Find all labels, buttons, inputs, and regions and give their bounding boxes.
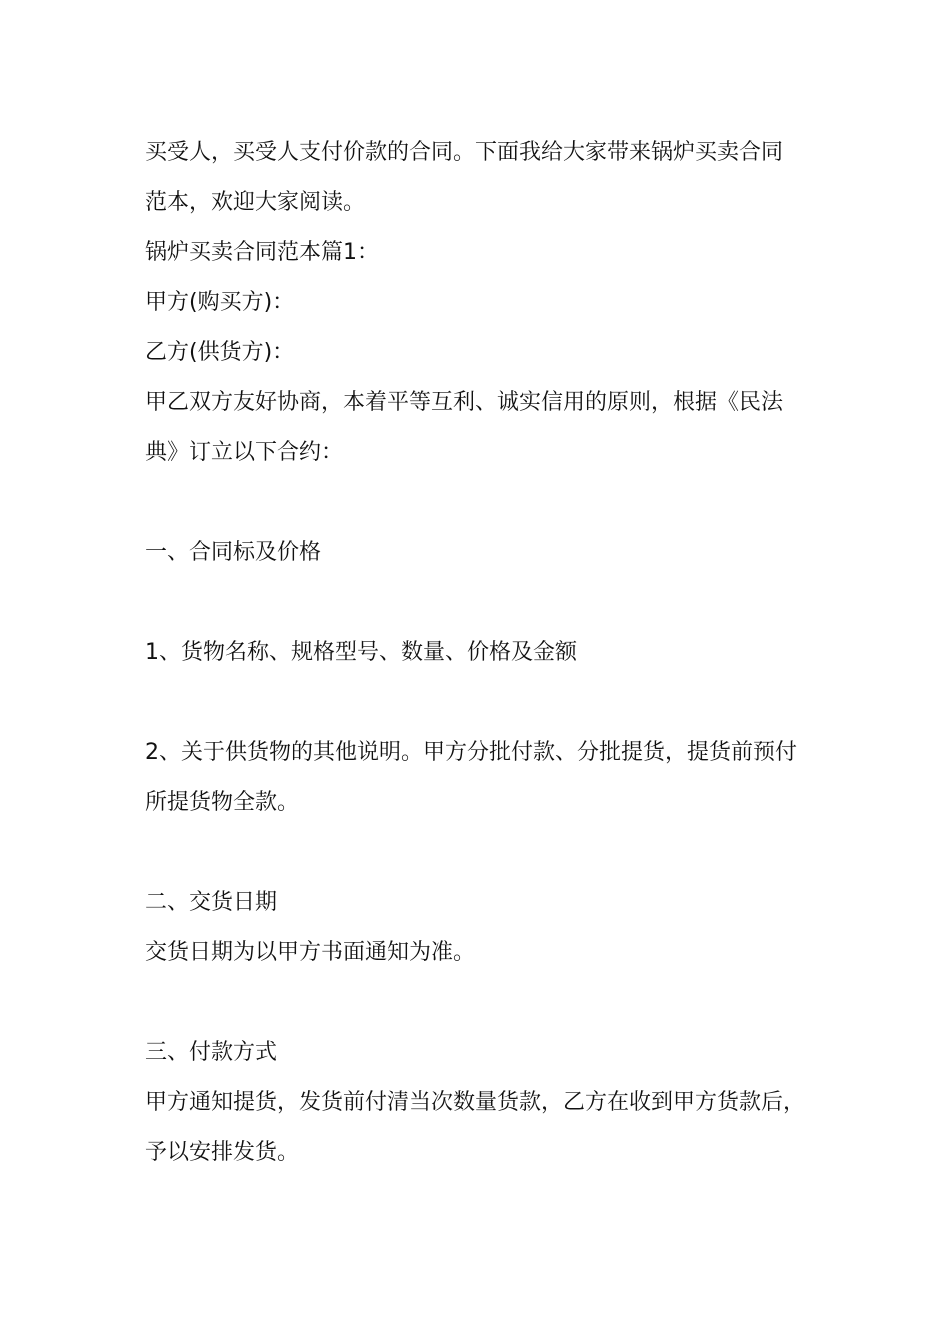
spacer [145,828,825,878]
spacer [145,978,825,1028]
document-body [145,128,825,1178]
spacer [145,578,825,628]
spacer [145,678,825,728]
spacer [145,478,825,528]
intro-line-1: 买受人，买受人支付价款的合同。下面我给大家带来锅炉买卖合同 [145,140,784,165]
intro-line-2: 范本，欢迎大家阅读。 [145,190,366,215]
section-2-heading: 二、交货日期 [145,890,278,915]
section-3-body-line-1: 甲方通知提货，发货前付清当次数量货款，乙方在收到甲方货款后， [145,1090,806,1115]
contract-heading: 锅炉买卖合同范本篇1： [145,240,379,265]
section-1-heading: 一、合同标及价格 [145,540,322,565]
section-3-heading: 三、付款方式 [145,1040,278,1065]
party-b-label: 乙方(供货方)： [145,340,295,365]
party-a-label: 甲方(购买方)： [145,290,295,315]
preamble-line-2: 典》订立以下合约： [145,440,344,465]
section-1-item-1: 1、货物名称、规格型号、数量、价格及金额 [145,640,577,665]
section-1-item-2-line-1: 2、关于供货物的其他说明。甲方分批付款、分批提货，提货前预付 [145,740,797,765]
section-2-body: 交货日期为以甲方书面通知为准。 [145,940,476,965]
section-3-body-line-2: 予以安排发货。 [145,1140,300,1165]
preamble-line-1: 甲乙双方友好协商，本着平等互利、诚实信用的原则，根据《民法 [145,390,784,415]
section-1-item-2-line-2: 所提货物全款。 [145,790,300,815]
